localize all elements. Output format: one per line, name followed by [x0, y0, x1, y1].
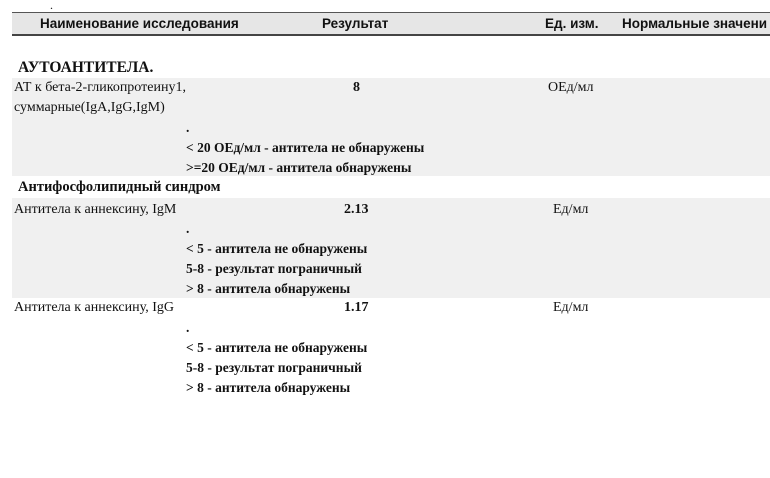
row-note: < 5 - антитела не обнаружены: [186, 241, 368, 256]
row-note: .: [186, 320, 190, 335]
stray-dot: .: [50, 0, 53, 12]
row-note: < 20 ОЕд/мл - антитела не обнаружены: [186, 140, 425, 155]
row-note: .: [186, 221, 190, 236]
row-unit: ОЕд/мл: [548, 80, 594, 95]
row-unit: Ед/мл: [553, 202, 589, 217]
header-name: Наименование исследования: [40, 16, 239, 31]
row-name-line: Антитела к аннексину, IgG: [14, 300, 174, 315]
row-name-line: суммарные(IgA,IgG,IgM): [14, 100, 165, 115]
row-name-line: АТ к бета-2-гликопротеину1,: [14, 80, 186, 95]
header-unit: Ед. изм.: [545, 16, 599, 31]
row-note: > 8 - антитела обнаружены: [186, 281, 351, 296]
row-note: < 5 - антитела не обнаружены: [186, 340, 368, 355]
header-normal: Нормальные значени: [622, 16, 768, 31]
row-note: 5-8 - результат пограничный: [186, 261, 362, 276]
row-note: > 8 - антитела обнаружены: [186, 380, 351, 395]
row-note: >=20 ОЕд/мл - антитела обнаружены: [186, 160, 412, 175]
header-result: Результат: [322, 16, 389, 31]
row-unit: Ед/мл: [553, 300, 589, 315]
row-result: 8: [353, 80, 360, 95]
row-result: 1.17: [344, 300, 369, 315]
section-title-aps: Антифосфолипидный синдром: [18, 179, 221, 195]
table-header: [12, 12, 770, 36]
row-result: 2.13: [344, 202, 369, 217]
row-note: .: [186, 120, 190, 135]
row-name-line: Антитела к аннексину, IgM: [14, 202, 177, 217]
row-note: 5-8 - результат пограничный: [186, 360, 362, 375]
section-title-autoantibodies: АУТОАНТИТЕЛА.: [18, 59, 154, 76]
